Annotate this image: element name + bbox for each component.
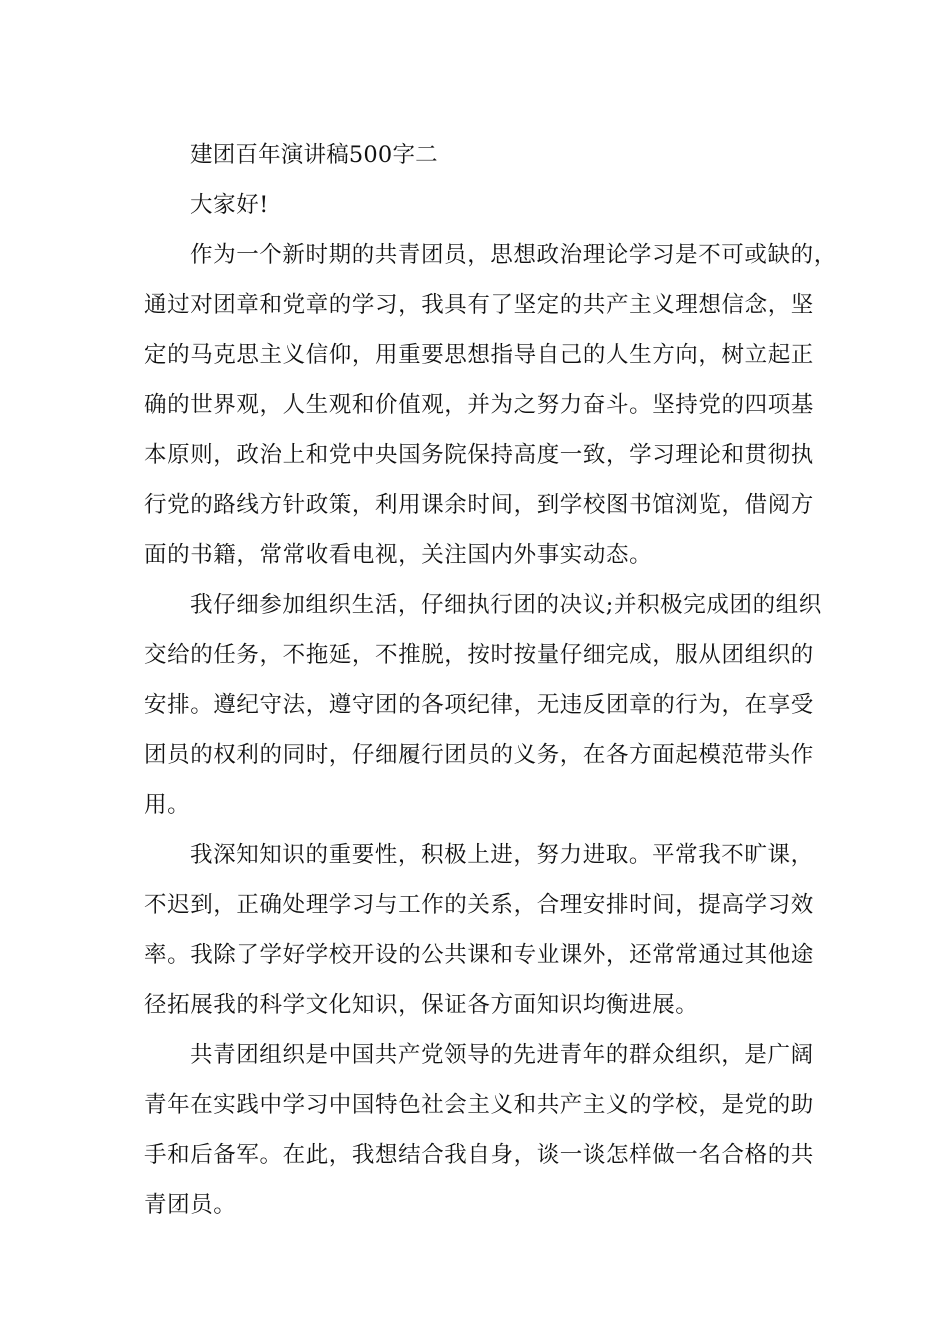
- paragraph-line: 我仔细参加组织生活，仔细执行团的决议;并积极完成团的组织: [190, 592, 822, 618]
- paragraph-3: [144, 830, 820, 1030]
- paragraph-line: 定的马克思主义信仰，用重要思想指导自己的人生方向，树立起正: [144, 342, 814, 368]
- document-body: [144, 130, 837, 1230]
- greeting: 大家好!: [190, 192, 269, 218]
- paragraph-line: 不迟到，正确处理学习与工作的关系，合理安排时间，提高学习效: [144, 892, 814, 918]
- paragraph-line: 行党的路线方针政策，利用课余时间，到学校图书馆浏览，借阅方: [144, 492, 814, 518]
- paragraph-line: 我深知知识的重要性，积极上进，努力进取。平常我不旷课，: [190, 842, 814, 868]
- paragraph-line: 共青团组织是中国共产党领导的先进青年的群众组织，是广阔: [190, 1042, 814, 1068]
- paragraph-line: 手和后备军。在此，我想结合我自身，谈一谈怎样做一名合格的共: [144, 1142, 814, 1168]
- paragraph-line: 确的世界观，人生观和价值观，并为之努力奋斗。坚持党的四项基: [144, 392, 814, 418]
- paragraph-line: 率。我除了学好学校开设的公共课和专业课外，还常常通过其他途: [144, 942, 814, 968]
- paragraph-line: 安排。遵纪守法，遵守团的各项纪律，无违反团章的行为，在享受: [144, 692, 814, 718]
- paragraph-2: [144, 580, 820, 830]
- paragraph-line: 径拓展我的科学文化知识，保证各方面知识均衡进展。: [144, 992, 699, 1018]
- paragraph-line: 青年在实践中学习中国特色社会主义和共产主义的学校，是党的助: [144, 1092, 814, 1118]
- paragraph-line: 青团员。: [144, 1192, 237, 1218]
- paragraph-4: [144, 1030, 820, 1230]
- paragraph-line: 团员的权利的同时，仔细履行团员的义务，在各方面起模范带头作: [144, 742, 814, 768]
- paragraph-line: 面的书籍，常常收看电视，关注国内外事实动态。: [144, 542, 653, 568]
- paragraph-line: 通过对团章和党章的学习，我具有了坚定的共产主义理想信念，坚: [144, 292, 814, 318]
- paragraph-1: [144, 230, 837, 580]
- paragraph-line: 交给的任务，不拖延，不推脱，按时按量仔细完成，服从团组织的: [144, 642, 814, 668]
- paragraph-line: 本原则，政治上和党中央国务院保持高度一致，学习理论和贯彻执: [144, 442, 814, 468]
- document-title: 建团百年演讲稿500字二: [190, 142, 438, 168]
- paragraph-line: 用。: [144, 792, 191, 818]
- paragraph-line: 作为一个新时期的共青团员，思想政治理论学习是不可或缺的，: [190, 242, 837, 268]
